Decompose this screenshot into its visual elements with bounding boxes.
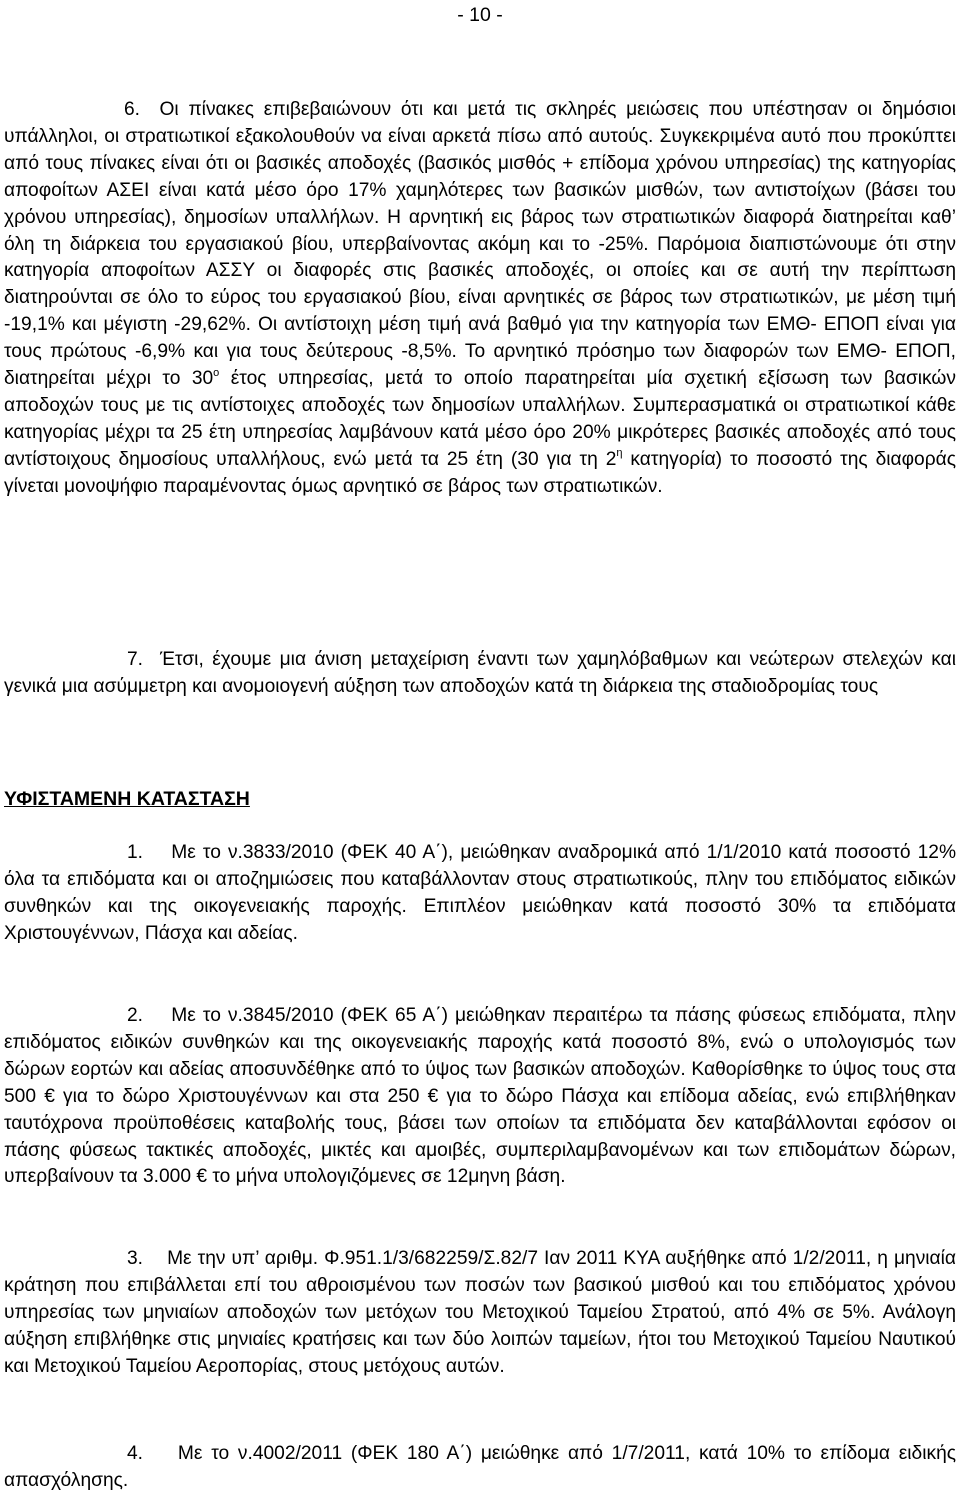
list-item-3: 3. Με την υπ’ αριθμ. Φ.951.1/3/682259/Σ.82/7 Ιαν 2011 ΚΥΑ αυξήθηκε από 1/2/2011, η μηνιαία κράτηση που επιβάλλεται επί του αθροισμένου των ποσών των βασικού μισθού και του επιδόματος χρόνου υπηρεσίας των μηνιαίων αποδοχών των μετόχων του Μετοχικού Ταμείου Στρατού, από 4% σε 5%. Ανάλογη αύξηση επιβλήθηκε στις μηνιαίες κρατήσεις και των δύο λοιπών ταμείων, ήτοι του Μετοχικού Ταμείου Ναυτικού και Μετοχικού Ταμείου Αεροπορίας, στους μετόχους αυτών. bbox=[4, 1248, 956, 1377]
section-6-text-part-2: έτος υπηρεσίας, μετά το οποίο παρατηρείται μία σχετική εξίσωση των βασικών αποδοχών τους με τις αντίστοιχες αποδοχές των δημοσίων υπαλλήλων. Συμπερασματικά οι στρατιωτικοί κάθε κατηγορίας μέχρι τα 25 έτη υπηρεσίας λαμβάνουν κατά μέσο όρο 20% μικρότερες βασικές αποδοχές από τους αντίστοιχους δημοσίους υπαλλήλους, ενώ μετά τα 25 έτη (30 για τη 2 bbox=[4, 368, 956, 470]
paragraph-section-7: 7. Έτσι, έχουμε μια άνιση μεταχείριση έναντι των χαμηλόβαθμων και νεώτερων στελεχών και γενικά μια ασύμμετρη και ανομοιογενή αύξηση των αποδοχών κατά τη διάρκεια της σταδιοδρομίας τους bbox=[4, 649, 956, 697]
list-item-2: 2. Με το ν.3845/2010 (ΦΕΚ 65 Α΄) μειώθηκαν περαιτέρω τα πάσης φύσεως επιδόματα, πλην επιδόματος ειδικών συνθηκών και της οικογενειακής παροχής κατά ποσοστό 8%, ενώ ο υπολογισμός των δώρων εορτών και αδείας αποσυνδέθηκε από το ύψος των βασικών αποδοχών. Καθορίσθηκε το ύψος τους στα 500 € για το δώρο Χριστουγέννων και στα 250 € για το δώρο Πάσχα και επίδομα αδείας, ενώ επιβλήθηκαν ταυτόχρονα προϋποθέσεις καταβολής τους, βάσει των οποίων τα επιδόματα δεν καταβάλλονται εφόσον οι πάσης φύσεως τακτικές αποδοχές, μικτές και αμοιβές, συμπεριλαμβανομένων και των επιδομάτων δώρων, υπερβαίνουν τα 3.000 € το μήνα υπολογιζόμενες σε 12μηνη βάση. bbox=[4, 1005, 956, 1188]
paragraph-section-6 bbox=[4, 97, 956, 501]
superscript-ordinal-i: η bbox=[616, 447, 623, 460]
list-item-4: 4. Με το ν.4002/2011 (ΦΕΚ 180 Α΄) μειώθηκε από 1/7/2011, κατά 10% το επίδομα ειδικής απασχόλησης. bbox=[4, 1443, 956, 1491]
section-6-text-part-1: 6. Οι πίνακες επιβεβαιώνουν ότι και μετά τις σκληρές μειώσεις που υπέστησαν οι δημόσιοι υπάλληλοι, οι στρατιωτικοί εξακολουθούν να είναι αρκετά πίσω από αυτούς. Συγκεκριμένα αυτό που προκύπτει από τους πίνακες είναι ότι οι βασικές αποδοχές (βασικός μισθός + επίδομα χρόνου υπηρεσίας) της κατηγορίας αποφοίτων ΑΣΕΙ είναι κατά μέσο όρο 17% χαμηλότερες των βασικών μισθών, των αντιστοίχων (βάσει του χρόνου υπηρεσίας), δημοσίων υπαλλήλων. Η αρνητική εις βάρος των στρατιωτικών διαφορά διατηρείται καθ’ όλη τη διάρκεια του εργασιακού βίου, υπερβαίνοντας ακόμη και το -25%. Παρόμοια διαπιστώνουμε ότι στην κατηγορία αποφοίτων ΑΣΣΥ οι διαφορές στις βασικές αποδοχές, οι οποίες και σε αυτή την περίπτωση διατηρούνται σε όλο το εύρος του εργασιακού βίου, είναι αρνητικές σε βάρος των στρατιωτικών, με μέση τιμή -19,1% και μέγιστη -29,62%. Οι αντίστοιχη μέση τιμή ανά βαθμό για την κατηγορία των ΕΜΘ- ΕΠΟΠ είναι για τους πρώτους -6,9% και για τους δεύτερους -8,5%. Το αρνητικό πρόσημο των διαφορών των ΕΜΘ- ΕΠΟΠ, διατηρείται μέχρι το 30 bbox=[4, 99, 956, 390]
page-number: - 10 - bbox=[457, 4, 503, 26]
section-6-text-part-3: κατηγορία) το ποσοστό της διαφοράς γίνεται μονοψήφιο παραμένοντας όμως αρνητικό σε βάρος των στρατιωτικών. bbox=[4, 448, 956, 497]
list-item-1: 1. Με το ν.3833/2010 (ΦΕΚ 40 Α΄), μειώθηκαν αναδρομικά από 1/1/2010 κατά ποσοστό 12% όλα τα επιδόματα και οι αποζημιώσεις που καταβάλλονταν στους στρατιωτικούς, πλην του επιδόματος ειδικών συνθηκών και της οικογενειακής παροχής. Επιπλέον μειώθηκαν κατά ποσοστό 30% τα επιδόματα Χριστουγέννων, Πάσχα και αδείας. bbox=[4, 842, 956, 944]
section-heading: ΥΦΙΣΤΑΜΕΝΗ ΚΑΤΑΣΤΑΣΗ bbox=[4, 788, 250, 810]
superscript-ordinal-o: ο bbox=[213, 366, 220, 379]
